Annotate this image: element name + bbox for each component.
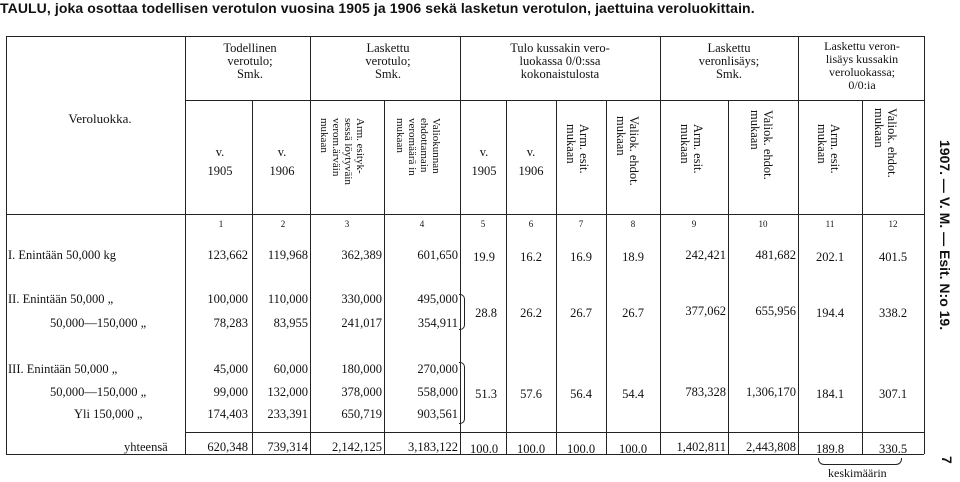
side-reference: 1907. — V. M. — Esit. N:o 19. — [937, 140, 953, 331]
subheader-arm-esit-lisays: Arm. esit. mukaan — [678, 124, 705, 174]
row-label: II. Enintään 50,000 „ — [8, 292, 114, 306]
row-label: 50,000—150,000 „ — [50, 385, 147, 399]
left-border — [6, 36, 7, 454]
subheader-valiok-lisays: Valiok. ehdot. mukaan — [748, 110, 775, 180]
col-number: 11 — [825, 219, 835, 229]
subheader-1905-b: v. 1905 — [471, 145, 497, 178]
total-rule — [185, 432, 924, 433]
right-border — [924, 36, 925, 454]
col-number: 7 — [578, 219, 584, 229]
subheader-1905-a: v. 1905 — [207, 145, 233, 178]
group-brace — [459, 362, 465, 424]
col-number: 10 — [758, 219, 768, 229]
subheader-1906-a: v. 1906 — [269, 145, 295, 178]
col-number: 4 — [419, 219, 425, 229]
col-number: 1 — [218, 219, 224, 229]
subheader-valiok-full: Valiokunnan ehdottamain veromäärä in mukaan — [394, 118, 442, 176]
subheader-valiok-tulo: Valiok. ehdot. mukaan — [614, 116, 641, 186]
subheader-valiok-pct: Valiok. ehdot. mukaan — [872, 108, 899, 178]
table-title: TAULU, joka osottaa todellisen verotulon vuosina 1905 ja 1906 sekä lasketun verotulon, jaettuina veroluokittain. — [0, 0, 755, 16]
header-veroluokka: Veroluokka. — [68, 111, 132, 126]
group-brace — [459, 294, 465, 330]
col-number: 8 — [630, 219, 636, 229]
row-label: Yli 150,000 „ — [74, 407, 143, 421]
average-brace — [818, 458, 902, 465]
row-label: yhteensä — [124, 440, 168, 454]
subheader-arm-esit-tulo: Arm. esit. mukaan — [564, 124, 591, 174]
header-todellinen: Todellinen verotulo; Smk. — [223, 41, 277, 81]
col-number: 5 — [480, 219, 486, 229]
header-laskettu: Laskettu verotulo; Smk. — [365, 41, 411, 81]
col-number: 6 — [528, 219, 534, 229]
row-label: 50,000—150,000 „ — [50, 316, 147, 330]
header-veronlisays: Laskettu veronlisäys; Smk. — [698, 41, 760, 81]
header-tulo: Tulo kussakin vero- luokassa 0/0:ssa kokonaistulosta — [510, 41, 610, 81]
subheader-1906-b: v. 1906 — [518, 145, 544, 178]
row-label: III. Enintään 50,000 „ — [8, 362, 118, 376]
col-number: 9 — [691, 219, 697, 229]
average-label: keskimäärin — [828, 466, 887, 480]
row-label: I. Enintään 50,000 kg — [8, 248, 116, 262]
page-number: 7 — [939, 456, 955, 464]
col-number: 12 — [888, 219, 898, 229]
header-lisays-pct: Laskettu veron- lisäys kussakin veroluokassa; 0/0:ia — [824, 39, 900, 92]
subheader-arm-esit-pct: Arm. esit. mukaan — [815, 124, 842, 174]
header-rule — [6, 214, 924, 215]
col-number: 3 — [344, 219, 350, 229]
subheader-arm-full: Arm. esityk- sessä löytyväin verom.ärväin mukaan — [318, 118, 366, 185]
subheader-rule — [185, 100, 924, 101]
top-rule — [6, 36, 924, 37]
col-number: 2 — [280, 219, 286, 229]
